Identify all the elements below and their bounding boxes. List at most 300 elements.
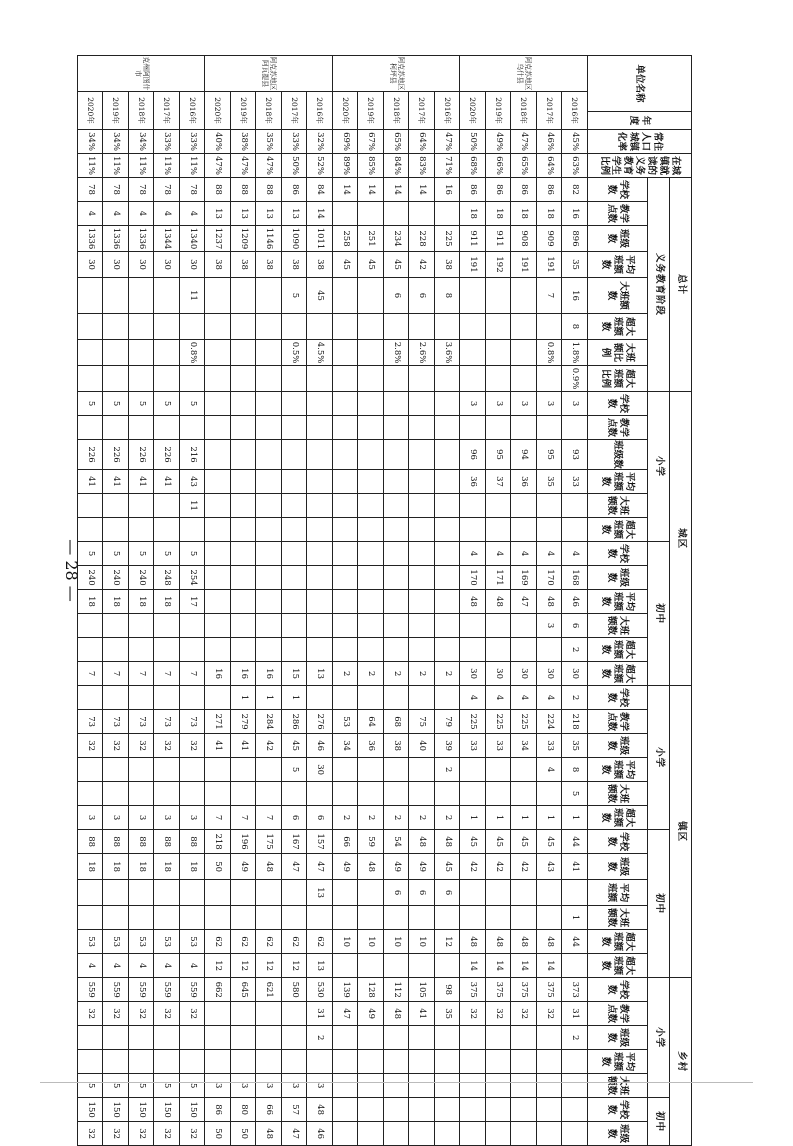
- data-cell: 30: [307, 758, 333, 782]
- data-cell: 45: [485, 830, 511, 854]
- data-cell: [409, 638, 435, 662]
- data-cell: 30: [562, 662, 588, 686]
- data-cell: 271: [205, 710, 231, 734]
- data-cell: [434, 416, 460, 440]
- column-header-schools: 学校数: [587, 392, 647, 416]
- data-cell: [434, 470, 460, 494]
- data-cell: [383, 1026, 409, 1050]
- data-cell: [256, 416, 282, 440]
- data-cell: [511, 758, 537, 782]
- data-cell: 911: [485, 226, 511, 252]
- year-cell: 2018年: [383, 92, 409, 130]
- data-cell: [434, 366, 460, 392]
- data-cell: [511, 494, 537, 518]
- data-cell: 10: [332, 930, 358, 954]
- data-cell: [103, 278, 129, 314]
- table-row: [256, 56, 282, 1146]
- data-cell: 49: [358, 1002, 384, 1026]
- data-cell: 5: [179, 392, 205, 416]
- data-cell: [332, 416, 358, 440]
- data-cell: 4: [460, 686, 486, 710]
- data-cell: 71%: [434, 154, 460, 178]
- data-cell: 32: [179, 1122, 205, 1146]
- data-cell: [230, 494, 256, 518]
- data-cell: 40: [409, 734, 435, 758]
- data-cell: [485, 340, 511, 366]
- data-cell: 1336: [128, 226, 154, 252]
- data-cell: [383, 494, 409, 518]
- data-cell: 168: [562, 566, 588, 590]
- data-cell: [409, 202, 435, 226]
- data-cell: [409, 614, 435, 638]
- data-cell: 47: [511, 590, 537, 614]
- data-cell: [511, 518, 537, 542]
- data-cell: [307, 314, 333, 340]
- data-cell: [434, 1026, 460, 1050]
- column-header-large-class: 大班额数: [587, 494, 647, 518]
- data-cell: [154, 518, 180, 542]
- data-cell: 86: [536, 178, 562, 202]
- data-cell: 373: [562, 978, 588, 1002]
- data-cell: 896: [562, 226, 588, 252]
- data-cell: 150: [154, 1098, 180, 1122]
- data-cell: [409, 758, 435, 782]
- data-cell: [434, 494, 460, 518]
- data-cell: 18: [77, 854, 103, 880]
- data-cell: [128, 638, 154, 662]
- data-cell: 78: [77, 178, 103, 202]
- data-cell: 3: [179, 806, 205, 830]
- data-cell: [103, 686, 129, 710]
- data-cell: 559: [128, 978, 154, 1002]
- data-cell: 4: [511, 542, 537, 566]
- data-cell: [256, 758, 282, 782]
- data-cell: [332, 686, 358, 710]
- data-cell: [281, 392, 307, 416]
- data-cell: [409, 1050, 435, 1074]
- data-cell: 2: [332, 806, 358, 830]
- data-cell: 62: [307, 930, 333, 954]
- data-cell: [281, 494, 307, 518]
- data-cell: 150: [77, 1098, 103, 1122]
- data-cell: [409, 954, 435, 978]
- data-cell: 32: [179, 1002, 205, 1026]
- data-cell: [154, 686, 180, 710]
- column-header-super-large: 超大班额数: [587, 638, 647, 662]
- data-cell: 38%: [230, 130, 256, 154]
- data-cell: 7: [536, 278, 562, 314]
- data-cell: 18: [485, 202, 511, 226]
- data-cell: 53: [103, 930, 129, 954]
- data-cell: 2.8%: [383, 340, 409, 366]
- data-cell: [230, 590, 256, 614]
- data-cell: 47: [307, 854, 333, 880]
- data-cell: [77, 518, 103, 542]
- data-cell: 48: [485, 590, 511, 614]
- column-header-super-large: 超大班额数: [587, 662, 647, 686]
- data-cell: [103, 1050, 129, 1074]
- data-cell: 30: [536, 662, 562, 686]
- data-cell: 64%: [409, 130, 435, 154]
- data-cell: 86: [281, 178, 307, 202]
- data-cell: [128, 278, 154, 314]
- data-cell: 1336: [103, 226, 129, 252]
- data-cell: [332, 614, 358, 638]
- data-cell: [358, 880, 384, 906]
- data-cell: [536, 1122, 562, 1146]
- data-cell: 175: [256, 830, 282, 854]
- data-cell: 1: [460, 806, 486, 830]
- data-cell: 5: [77, 1074, 103, 1098]
- data-cell: 6: [281, 806, 307, 830]
- data-cell: [128, 686, 154, 710]
- data-cell: 662: [205, 978, 231, 1002]
- data-cell: 196: [230, 830, 256, 854]
- data-cell: 2: [383, 806, 409, 830]
- data-cell: 1: [230, 686, 256, 710]
- year-header: 年度: [587, 112, 691, 130]
- year-cell: 2019年: [230, 92, 256, 130]
- data-cell: [205, 542, 231, 566]
- data-cell: [460, 638, 486, 662]
- data-cell: [154, 366, 180, 392]
- data-cell: 2: [434, 662, 460, 686]
- column-header-classes: 班级数: [587, 226, 647, 252]
- data-cell: [332, 542, 358, 566]
- data-cell: 284: [256, 710, 282, 734]
- data-cell: 11%: [154, 154, 180, 178]
- column-header-super-ratio: 超大班额比例: [587, 366, 647, 392]
- data-cell: [358, 440, 384, 470]
- data-cell: [358, 1098, 384, 1122]
- data-cell: 3: [256, 1074, 282, 1098]
- data-cell: 13: [281, 202, 307, 226]
- data-cell: [460, 494, 486, 518]
- data-cell: 42: [409, 252, 435, 278]
- data-cell: 12: [281, 954, 307, 978]
- year-cell: 2020年: [205, 92, 231, 130]
- data-cell: [205, 416, 231, 440]
- data-cell: 84: [307, 178, 333, 202]
- data-cell: [383, 614, 409, 638]
- data-cell: [281, 366, 307, 392]
- data-cell: 0.9%: [562, 366, 588, 392]
- column-header-super-large: 超大班额数: [587, 954, 647, 978]
- data-cell: 5: [179, 542, 205, 566]
- table-row: [511, 56, 537, 1146]
- data-cell: [485, 1098, 511, 1122]
- data-cell: 47%: [230, 154, 256, 178]
- data-cell: [409, 590, 435, 614]
- data-cell: 157: [307, 830, 333, 854]
- data-cell: [358, 686, 384, 710]
- data-cell: 47: [281, 1122, 307, 1146]
- data-cell: [77, 638, 103, 662]
- data-cell: 30: [460, 662, 486, 686]
- data-cell: 191: [460, 252, 486, 278]
- data-cell: 2: [562, 686, 588, 710]
- data-cell: [409, 542, 435, 566]
- data-cell: [511, 340, 537, 366]
- data-cell: [256, 470, 282, 494]
- data-cell: 1: [511, 806, 537, 830]
- data-cell: 8: [434, 278, 460, 314]
- data-cell: 66: [256, 1098, 282, 1122]
- data-cell: [154, 614, 180, 638]
- year-cell: 2018年: [511, 92, 537, 130]
- data-cell: 18: [536, 202, 562, 226]
- data-cell: [179, 518, 205, 542]
- data-cell: [460, 340, 486, 366]
- data-cell: [256, 906, 282, 930]
- data-cell: [332, 518, 358, 542]
- data-cell: 32: [103, 1002, 129, 1026]
- data-cell: 65%: [383, 130, 409, 154]
- data-cell: [179, 416, 205, 440]
- data-cell: [230, 278, 256, 314]
- data-cell: 191: [536, 252, 562, 278]
- data-cell: [281, 518, 307, 542]
- data-cell: 30: [128, 252, 154, 278]
- data-cell: 3: [511, 392, 537, 416]
- data-cell: 13: [307, 954, 333, 978]
- data-cell: [485, 758, 511, 782]
- data-cell: [358, 392, 384, 416]
- data-cell: [511, 278, 537, 314]
- year-cell: 2020年: [77, 92, 103, 130]
- column-header-classes: 班级数: [587, 1122, 647, 1146]
- data-cell: [409, 686, 435, 710]
- data-cell: [154, 758, 180, 782]
- data-cell: 218: [562, 710, 588, 734]
- data-cell: [205, 880, 231, 906]
- data-cell: 46: [562, 590, 588, 614]
- data-cell: 3: [281, 1074, 307, 1098]
- data-cell: [128, 518, 154, 542]
- data-cell: [358, 782, 384, 806]
- data-cell: 0.8%: [179, 340, 205, 366]
- data-cell: [205, 566, 231, 590]
- data-cell: 3: [536, 614, 562, 638]
- data-cell: 4: [154, 954, 180, 978]
- year-cell: 2016年: [434, 92, 460, 130]
- column-header-schools: 学校数: [587, 542, 647, 566]
- column-header-super-large: 超大班额数: [587, 806, 647, 830]
- data-cell: 73: [77, 710, 103, 734]
- data-cell: [256, 782, 282, 806]
- data-cell: [256, 590, 282, 614]
- data-cell: [358, 638, 384, 662]
- data-cell: [332, 340, 358, 366]
- data-cell: 18: [103, 590, 129, 614]
- data-cell: [434, 906, 460, 930]
- data-cell: [230, 416, 256, 440]
- data-cell: [409, 392, 435, 416]
- data-cell: [383, 470, 409, 494]
- data-cell: [536, 1098, 562, 1122]
- data-cell: [460, 1122, 486, 1146]
- data-cell: 42: [511, 854, 537, 880]
- data-cell: 31: [307, 1002, 333, 1026]
- data-cell: 2: [409, 806, 435, 830]
- table-row: [562, 56, 588, 1146]
- data-cell: [256, 1002, 282, 1026]
- data-cell: [230, 566, 256, 590]
- data-cell: 53: [77, 930, 103, 954]
- data-cell: 86: [460, 178, 486, 202]
- data-cell: 1344: [154, 226, 180, 252]
- data-cell: 14: [332, 178, 358, 202]
- township-rate-header: 在城镇就读的义务教育学生比例: [587, 154, 691, 178]
- data-cell: [460, 518, 486, 542]
- data-cell: 226: [128, 440, 154, 470]
- data-cell: 16: [434, 178, 460, 202]
- data-cell: 7: [77, 662, 103, 686]
- column-header-super-large: 超大班额数: [587, 518, 647, 542]
- data-cell: 4: [179, 954, 205, 978]
- year-cell: 2020年: [332, 92, 358, 130]
- data-cell: [409, 494, 435, 518]
- data-cell: 52%: [307, 154, 333, 178]
- data-cell: [179, 906, 205, 930]
- data-cell: 48: [536, 930, 562, 954]
- data-cell: 276: [307, 710, 333, 734]
- data-cell: [332, 566, 358, 590]
- data-cell: 7: [179, 662, 205, 686]
- data-cell: 258: [332, 226, 358, 252]
- table-row: [332, 56, 358, 1146]
- data-cell: [358, 202, 384, 226]
- data-cell: 45: [511, 830, 537, 854]
- data-cell: [536, 1050, 562, 1074]
- data-cell: 50: [205, 854, 231, 880]
- data-cell: [103, 314, 129, 340]
- data-cell: 32: [77, 734, 103, 758]
- data-cell: 4: [460, 542, 486, 566]
- data-cell: [536, 314, 562, 340]
- data-cell: [332, 1122, 358, 1146]
- data-cell: [256, 440, 282, 470]
- column-header-teaching-points: 教学点数: [587, 416, 647, 440]
- data-cell: 169: [511, 566, 537, 590]
- data-cell: [511, 782, 537, 806]
- year-cell: 2016年: [179, 92, 205, 130]
- total-header: 总计: [670, 178, 692, 392]
- data-cell: [332, 1050, 358, 1074]
- data-cell: 38: [205, 252, 231, 278]
- data-cell: 45: [460, 830, 486, 854]
- data-cell: [230, 392, 256, 416]
- data-cell: 44: [562, 830, 588, 854]
- column-header-avg-class: 平均班额数: [587, 470, 647, 494]
- data-cell: 225: [434, 226, 460, 252]
- data-cell: [307, 1050, 333, 1074]
- data-cell: [434, 1098, 460, 1122]
- data-cell: [205, 1026, 231, 1050]
- data-cell: 911: [460, 226, 486, 252]
- data-cell: 4: [179, 202, 205, 226]
- data-cell: [485, 1074, 511, 1098]
- data-cell: 4: [77, 202, 103, 226]
- data-cell: [511, 416, 537, 440]
- data-cell: 47%: [511, 130, 537, 154]
- data-cell: 88: [154, 830, 180, 854]
- data-cell: 10: [383, 930, 409, 954]
- data-cell: 375: [485, 978, 511, 1002]
- column-header-schools: 学校数: [587, 178, 647, 202]
- data-cell: [358, 470, 384, 494]
- data-cell: 105: [409, 978, 435, 1002]
- data-cell: [179, 1050, 205, 1074]
- data-cell: [460, 782, 486, 806]
- data-cell: 49: [332, 854, 358, 880]
- data-cell: [307, 686, 333, 710]
- data-cell: [383, 686, 409, 710]
- data-cell: 30: [154, 252, 180, 278]
- data-cell: [460, 366, 486, 392]
- data-cell: [409, 906, 435, 930]
- data-cell: 0.8%: [536, 340, 562, 366]
- data-cell: [358, 314, 384, 340]
- data-cell: [128, 366, 154, 392]
- data-cell: [281, 470, 307, 494]
- data-cell: 18: [103, 854, 129, 880]
- data-cell: 11%: [103, 154, 129, 178]
- data-cell: 8: [562, 314, 588, 340]
- rural-junior-header: 初中: [648, 1098, 670, 1146]
- data-cell: [485, 906, 511, 930]
- data-cell: 4: [536, 542, 562, 566]
- data-cell: [358, 566, 384, 590]
- data-cell: 13: [230, 202, 256, 226]
- data-cell: [383, 542, 409, 566]
- data-cell: 32: [154, 1002, 180, 1026]
- data-cell: 86: [511, 178, 537, 202]
- rural-header: 乡村: [670, 978, 692, 1146]
- data-cell: [77, 1050, 103, 1074]
- data-cell: [230, 782, 256, 806]
- data-cell: 112: [383, 978, 409, 1002]
- data-cell: 93: [562, 440, 588, 470]
- data-cell: [256, 880, 282, 906]
- data-cell: [562, 1050, 588, 1074]
- data-cell: 4: [485, 686, 511, 710]
- data-cell: [460, 278, 486, 314]
- table-row: [205, 56, 231, 1146]
- data-cell: 1146: [256, 226, 282, 252]
- data-cell: 30: [77, 252, 103, 278]
- table-row: [307, 56, 333, 1146]
- data-cell: [332, 494, 358, 518]
- data-cell: [230, 440, 256, 470]
- data-cell: [434, 202, 460, 226]
- data-cell: 6: [307, 806, 333, 830]
- column-header-large-class: 大班额数: [587, 278, 647, 314]
- data-cell: [128, 340, 154, 366]
- data-cell: [409, 782, 435, 806]
- column-header-large-class: 大班额数: [587, 614, 647, 638]
- table-row: [281, 56, 307, 1146]
- data-cell: 14: [511, 954, 537, 978]
- data-cell: 46: [307, 1122, 333, 1146]
- data-cell: [256, 366, 282, 392]
- data-cell: [358, 1122, 384, 1146]
- data-cell: [434, 954, 460, 978]
- data-cell: 38: [434, 252, 460, 278]
- data-cell: [332, 314, 358, 340]
- data-cell: [256, 638, 282, 662]
- data-cell: [536, 366, 562, 392]
